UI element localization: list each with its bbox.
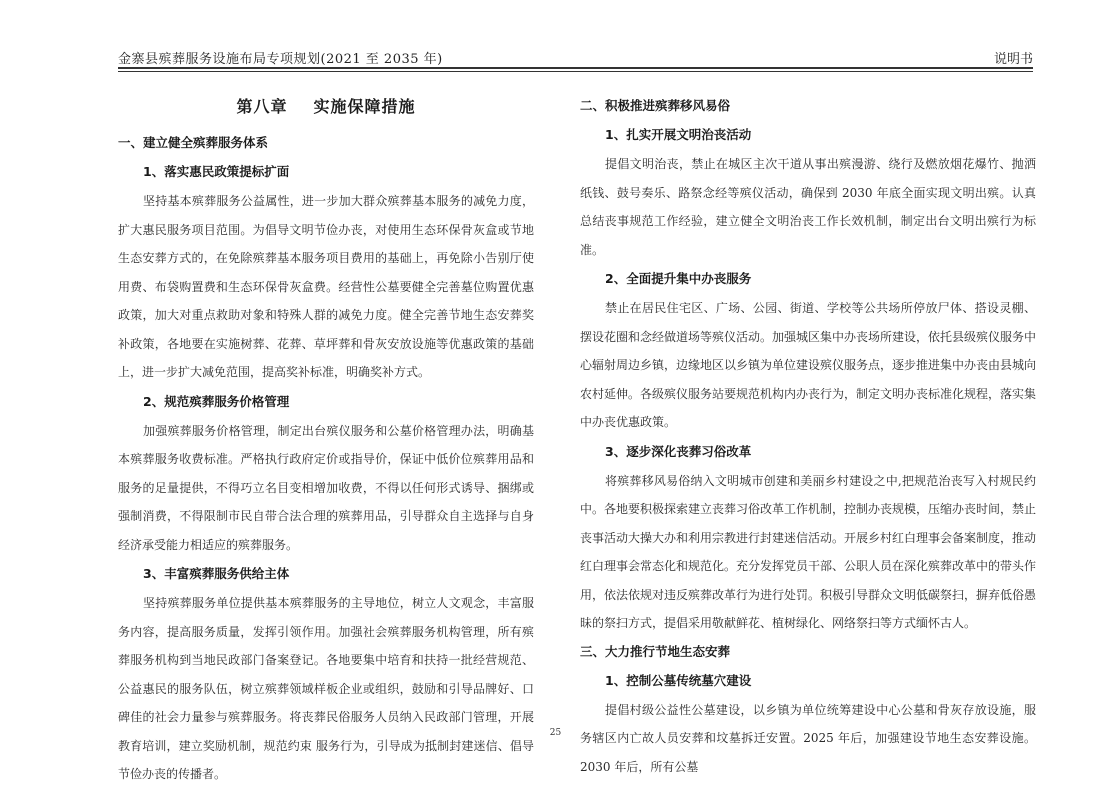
paragraph: 提倡文明治丧，禁止在城区主次干道从事出殡漫游、绕行及燃放烟花爆竹、抛洒纸钱、鼓号奏乐、路祭念经等殡仪活动，确保到 2030 年底全面实现文明出殡。认真总结丧事规范工作经验，建立健全文明治丧工作长效机制，制定出台文明出殡行为标准。: [580, 157, 1036, 257]
paragraph: 提倡村级公益性公墓建设，以乡镇为单位统筹建设中心公墓和骨灰存放设施，服务辖区内亡故人员安葬和坟墓拆迁安置。2025 年后，加强建设节地生态安葬设施。2030 年后，所有公墓: [580, 702, 1036, 774]
left-column: [118, 92, 534, 789]
right-column: [580, 92, 1036, 781]
page-number: 25: [549, 728, 562, 738]
subsection-heading: 2、全面提升集中办丧服务: [605, 271, 752, 286]
header-rule-thin: [118, 71, 1033, 72]
paragraph: 坚持殡葬服务单位提供基本殡葬服务的主导地位，树立人文观念，丰富服务内容，提高服务质量，发挥引领作用。加强社会殡葬服务机构管理，所有殡葬服务机构到当地民政部门备案登记。各地要集中培育和扶持一批经营规范、公益惠民的服务队伍，树立殡葬领域样板企业或组织，鼓励和引导品牌好、口碑佳的社会力量参与殡葬服务。将丧葬民俗服务人员纳入民政部门管理，开展教育培训，建立奖励机制，规范约束 服务行为，引导成为抵制封建迷信、倡导节俭办丧的传播者。: [118, 596, 534, 781]
subsection-heading: 1、控制公墓传统墓穴建设: [605, 672, 752, 688]
paragraph: 禁止在居民住宅区、广场、公园、街道、学校等公共场所停放尸体、搭设灵棚、摆设花圈和念经做道场等殡仪活动。加强城区集中办丧场所建设，依托县级殡仪服务中心辐射周边乡镇，边缘地区以乡镇为单位建设殡仪服务点，逐步推进集中办丧由县城向农村延伸。各级殡仪服务站要规范机构内办丧行为，制定文明办丧标准化规程，落实集中办丧优惠政策。: [580, 301, 1037, 429]
section-heading: 一、建立健全殡葬服务体系: [118, 135, 269, 150]
subsection-heading: 1、落实惠民政策提标扩面: [143, 164, 290, 179]
document-title: 金寨县殡葬服务设施布局专项规划(2021 至 2035 年): [118, 52, 443, 67]
subsection-heading: 3、丰富殡葬服务供给主体: [143, 566, 290, 581]
header-rule-thick: [118, 67, 1033, 69]
chapter-heading: [118, 94, 534, 117]
running-header: [118, 48, 1033, 68]
subsection-heading: 2、规范殡葬服务价格管理: [143, 393, 290, 409]
paragraph: 加强殡葬服务价格管理，制定出台殡仪服务和公墓价格管理办法，明确基本殡葬服务收费标准。严格执行政府定价或指导价，保证中低价位殡葬用品和服务的足量提供，不得巧立名目变相增加收费，不得以任何形式诱导、捆绑或强制消费，不得限制市民自带合法合理的殡葬用品，引导群众自主选择与自身经济承受能力相适应的殡葬服务。: [118, 423, 534, 552]
section-label: 说明书: [993, 52, 1033, 67]
section-heading: 二、积极推进殡葬移风易俗: [580, 98, 731, 113]
chapter-title: 实施保障措施: [313, 97, 416, 116]
paragraph: 坚持基本殡葬服务公益属性，进一步加大群众殡葬基本服务的减免力度，扩大惠民服务项目范围。为倡导文明节俭办丧，对使用生态环保骨灰盒或节地生态安葬方式的，在免除殡葬基本服务项目费用的基础上，再免除小告别厅使用费、布袋购置费和生态环保骨灰盒费。经营性公墓要健全完善墓位购置优惠政策，加大对重点救助对象和特殊人群的减免力度。健全完善节地生态安葬奖补政策，各地要在实施树葬、花葬、草坪葬和骨灰安放设施等优惠政策的基础上，进一步扩大减免范围，提高奖补标准，明确奖补方式。: [118, 194, 534, 379]
subsection-heading: 1、扎实开展文明治丧活动: [605, 127, 752, 142]
subsection-heading: 3、逐步深化丧葬习俗改革: [605, 443, 752, 459]
chapter-number: 第八章: [236, 97, 288, 116]
paragraph: 将殡葬移风易俗纳入文明城市创建和美丽乡村建设之中,把规范治丧写入村规民约中。各地要积极探索建立丧葬习俗改革工作机制，控制办丧规模，压缩办丧时间，禁止丧事活动大操大办和利用宗教进行封建迷信活动。开展乡村红白理事会备案制度，推动红白理事会常态化和规范化。充分发挥党员干部、公职人员在深化殡葬改革中的带头作用，依法依规对违反殡葬改革行为进行处罚。积极引导群众文明低碳祭扫，摒弃低俗愚昧的祭扫方式，提倡采用敬献鲜花、植树绿化、网络祭扫等方式缅怀古人。: [580, 473, 1037, 630]
section-heading: 三、大力推行节地生态安葬: [580, 643, 731, 659]
